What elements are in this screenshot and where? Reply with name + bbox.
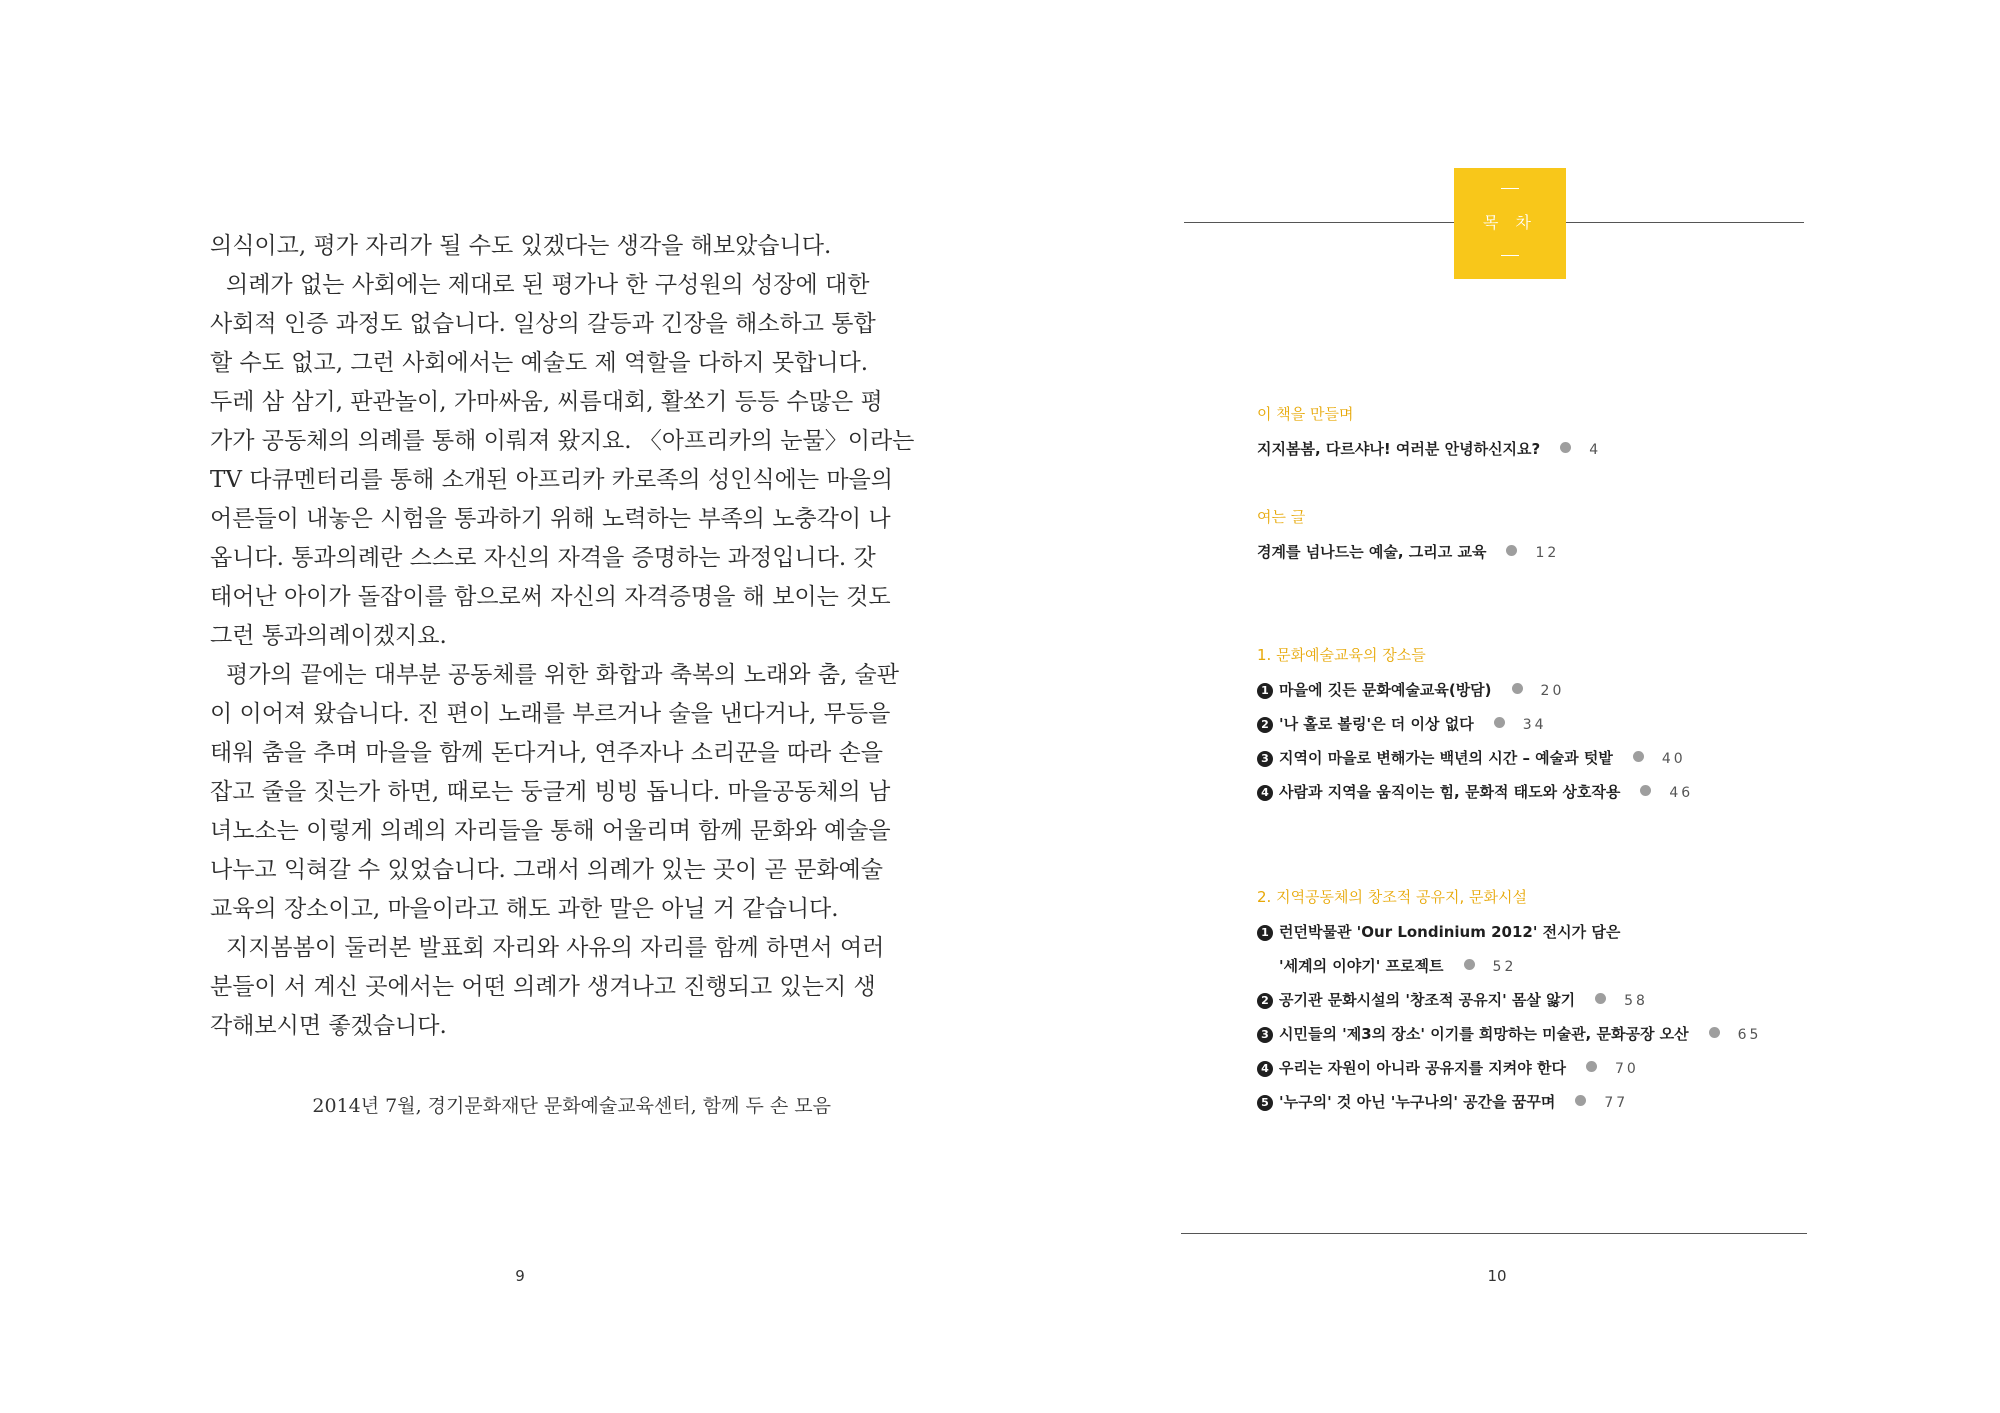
circled-number-icon: 3: [1257, 1027, 1273, 1043]
toc-entry-text: 시민들의 '제3의 장소' 이기를 희망하는 미술관, 문화공장 오산: [1279, 1025, 1689, 1043]
toc-entry-text: '나 홀로 볼링'은 더 이상 없다: [1279, 715, 1474, 733]
toc-entry[interactable]: [1257, 985, 1648, 1015]
toc-entry-text: 공기관 문화시설의 '창조적 공유지' 몸살 앓기: [1279, 991, 1576, 1009]
right-page: [1000, 0, 2000, 1413]
body-line: 녀노소는 이렇게 의례의 자리들을 통해 어울리며 함께 문화와 예술을: [210, 818, 891, 844]
header-rule: [1184, 222, 1456, 223]
bullet-dot-icon: [1560, 442, 1571, 453]
toc-page-number: 70: [1614, 1061, 1639, 1077]
circled-number-icon: 1: [1257, 683, 1273, 699]
toc-page-number: 46: [1669, 785, 1694, 801]
toc-page-number: 77: [1604, 1095, 1629, 1111]
circled-number-icon: 1: [1257, 925, 1273, 941]
signature-line: 2014년 7월, 경기문화재단 문화예술교육센터, 함께 두 손 모음: [312, 1095, 831, 1117]
bullet-dot-icon: [1512, 683, 1523, 694]
body-line: 할 수도 없고, 그런 사회에서는 예술도 제 역할을 다하지 못합니다.: [210, 350, 869, 376]
toc-entry-text: '누구의' 것 아닌 '누구나의' 공간을 꿈꾸며: [1279, 1093, 1556, 1111]
circled-number-icon: 2: [1257, 993, 1273, 1009]
body-line: 교육의 장소이고, 마을이라고 해도 과한 말은 아닐 거 같습니다.: [210, 896, 839, 922]
body-line: 어른들이 내놓은 시험을 통과하기 위해 노력하는 부족의 노충각이 나: [210, 506, 891, 532]
body-line: 평가의 끝에는 대부분 공동체를 위한 화합과 축복의 노래와 춤, 술판: [226, 662, 899, 688]
toc-page-number: 12: [1535, 545, 1560, 561]
toc-entry[interactable]: [1257, 537, 1559, 567]
circled-number-icon: 4: [1257, 785, 1273, 801]
toc-entry[interactable]: [1257, 434, 1601, 464]
toc-entry-text: '세계의 이야기' 프로젝트: [1279, 957, 1444, 975]
circled-number-icon: 4: [1257, 1061, 1273, 1077]
toc-entry[interactable]: [1257, 1053, 1639, 1083]
bullet-dot-icon: [1575, 1095, 1586, 1106]
toc-page-number: 34: [1522, 717, 1547, 733]
body-line: 옵니다. 통과의례란 스스로 자신의 자격을 증명하는 과정입니다. 갓: [210, 545, 876, 571]
toc-page-number: 4: [1589, 442, 1602, 458]
header-rule: [1564, 222, 1804, 223]
toc-entry-text: 지지봄봄, 다르샤나! 여러분 안녕하신지요?: [1257, 440, 1541, 458]
toc-entry-text: 사람과 지역을 움직이는 힘, 문화적 태도와 상호작용: [1279, 783, 1621, 801]
body-line: 잡고 줄을 짓는가 하면, 때로는 둥글게 빙빙 돕니다. 마을공동체의 남: [210, 779, 891, 805]
badge-dash: [1501, 188, 1519, 189]
toc-entry-text: 지역이 마을로 변해가는 백년의 시간 – 예술과 텃밭: [1279, 749, 1613, 767]
body-line: 두레 삼 삼기, 판관놀이, 가마싸움, 씨름대회, 활쏘기 등등 수많은 평: [210, 389, 883, 415]
page-number-right: 10: [1487, 1267, 1507, 1285]
body-line: 태워 춤을 추며 마을을 함께 돈다거나, 연주자나 소리꾼을 따라 손을: [210, 740, 883, 766]
toc-title: 목 차: [1483, 213, 1537, 232]
body-line: 가가 공동체의 의례를 통해 이뤄져 왔지요. 〈아프리카의 눈물〉이라는: [210, 428, 915, 454]
bullet-dot-icon: [1633, 751, 1644, 762]
body-line: 태어난 아이가 돌잡이를 함으로써 자신의 자격증명을 해 보이는 것도: [210, 584, 891, 610]
toc-page-number: 58: [1624, 993, 1648, 1009]
toc-page-number: 65: [1737, 1027, 1762, 1043]
toc-entry-text: 런던박물관 'Our Londinium 2012' 전시가 담은: [1279, 923, 1621, 941]
toc-section-heading: 이 책을 만들며: [1257, 405, 1354, 423]
body-line: 의식이고, 평가 자리가 될 수도 있겠다는 생각을 해보았습니다.: [210, 233, 832, 259]
circled-number-icon: 2: [1257, 717, 1273, 733]
body-line: 분들이 서 계신 곳에서는 어떤 의례가 생겨나고 진행되고 있는지 생: [210, 974, 876, 1000]
toc-entry[interactable]: [1257, 1087, 1628, 1117]
bullet-dot-icon: [1709, 1027, 1720, 1038]
toc-title-badge: [1454, 168, 1566, 279]
toc-section-heading: 1. 문화예술교육의 장소들: [1257, 646, 1426, 664]
toc-entry-text: 경계를 넘나드는 예술, 그리고 교육: [1257, 543, 1487, 561]
body-line: 나누고 익혀갈 수 있었습니다. 그래서 의례가 있는 곳이 곧 문화예술: [210, 857, 883, 883]
toc-entry[interactable]: [1257, 675, 1564, 705]
toc-entry[interactable]: [1257, 1019, 1761, 1049]
bullet-dot-icon: [1640, 785, 1651, 796]
toc-page-number: 40: [1661, 751, 1686, 767]
toc-entry-text: 우리는 자원이 아니라 공유지를 지켜야 한다: [1279, 1059, 1566, 1077]
body-line: 사회적 인증 과정도 없습니다. 일상의 갈등과 긴장을 해소하고 통합: [210, 311, 876, 337]
toc-entry[interactable]: [1257, 709, 1547, 739]
circled-number-icon: 3: [1257, 751, 1273, 767]
body-line: 의례가 없는 사회에는 제대로 된 평가나 한 구성원의 성장에 대한: [226, 272, 870, 298]
toc-entry-text: 마을에 깃든 문화예술교육(방담): [1279, 681, 1492, 699]
bullet-dot-icon: [1586, 1061, 1597, 1072]
toc-entry[interactable]: [1257, 777, 1693, 807]
body-line: 그런 통과의례이겠지요.: [210, 623, 447, 649]
toc-page-number: 20: [1540, 683, 1565, 699]
bullet-dot-icon: [1464, 959, 1475, 970]
body-line: 이 이어져 왔습니다. 진 편이 노래를 부르거나 술을 낸다거나, 무등을: [210, 701, 891, 727]
badge-dash: [1501, 255, 1519, 256]
toc-entry[interactable]: [1257, 917, 1620, 947]
bullet-dot-icon: [1494, 717, 1505, 728]
bullet-dot-icon: [1506, 545, 1517, 556]
toc-section-heading: 여는 글: [1257, 508, 1306, 526]
footer-rule: [1181, 1233, 1807, 1234]
circled-number-icon: 5: [1257, 1095, 1273, 1111]
toc-entry-continuation[interactable]: [1257, 951, 1516, 981]
toc-entry[interactable]: [1257, 743, 1686, 773]
toc-page-number: 52: [1492, 959, 1517, 975]
toc-section-heading: 2. 지역공동체의 창조적 공유지, 문화시설: [1257, 888, 1527, 906]
page-number-left: 9: [515, 1267, 525, 1285]
body-line: TV 다큐멘터리를 통해 소개된 아프리카 카로족의 성인식에는 마을의: [210, 467, 894, 493]
body-line: 각해보시면 좋겠습니다.: [210, 1013, 447, 1039]
bullet-dot-icon: [1595, 993, 1606, 1004]
body-line: 지지봄봄이 둘러본 발표회 자리와 사유의 자리를 함께 하면서 여러: [226, 935, 885, 961]
